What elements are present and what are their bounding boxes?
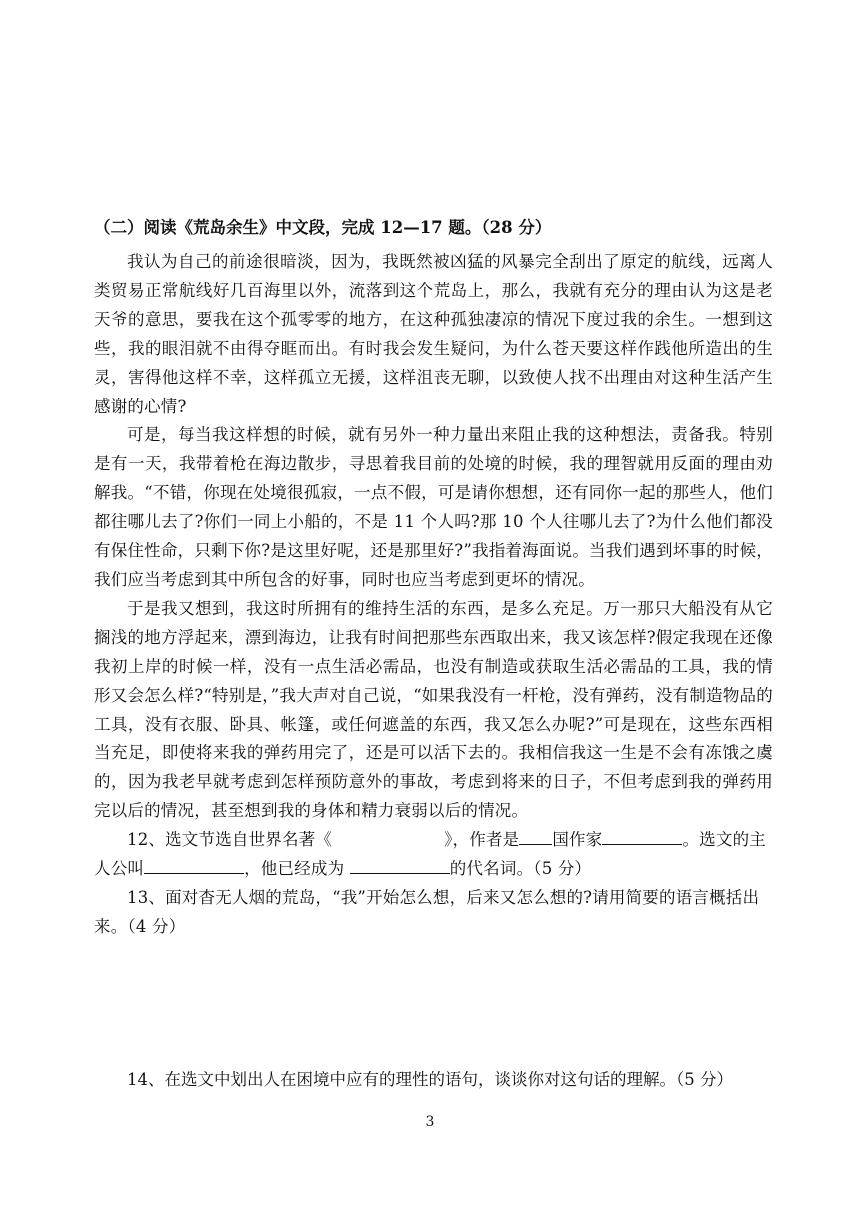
page-number: 3 [425, 1114, 435, 1130]
section-heading: （二）阅读《荒岛余生》中文段，完成 12—17 题。（28 分） [94, 218, 552, 237]
question-12 [94, 826, 773, 884]
author-country-blank[interactable] [519, 828, 552, 846]
author-name-blank[interactable] [602, 828, 682, 846]
q12-text-5: ，他已经成为 [244, 859, 350, 879]
question-13: 13、面对杳无人烟的荒岛，“我”开始怎么想，后来又怎么想的?请用简要的语言概括出来。（4 分） [94, 887, 760, 936]
passage-body [94, 248, 773, 942]
q12-text-4: 。选文的主人公叫 [94, 830, 766, 879]
q12-text-2: 》，作者是 [444, 830, 520, 850]
question-14: 14、在选文中划出人在困境中应有的理性的语句，谈谈你对这句话的理解。（5 分） [127, 1070, 733, 1089]
passage-paragraph-3: 于是我又想到，我这时所拥有的维持生活的东西，是多么充足。万一那只大船没有从它搁浅的地方浮起来，漂到海边，让我有时间把那些东西取出来，我又该怎样?假定我现在还像我初上岸的时候一样，没有一点生活必需品，也没有制造或获取生活必需品的工具，我的情形又会怎么样?“特别是，”我大声对自己说，“如果我没有一杆枪，没有弹药，没有制造物品的工具，没有衣服、卧具、帐篷，或任何遮盖的东西，我又怎么办呢?”可是现在，这些东西相当充足，即使将来我的弹药用完了，还是可以活下去的。我相信我这一生是不会有冻饿之虞的，因为我老早就考虑到怎样预防意外的事故，考虑到将来的日子，不但考虑到我的弹药用完以后的情况，甚至想到我的身体和精力衰弱以后的情况。 [94, 598, 773, 821]
q12-text-6: 的代名词。（5 分） [449, 859, 592, 879]
q12-text-1: 12、选文节选自世界名著《 [127, 830, 333, 850]
symbol-blank[interactable] [350, 857, 450, 875]
q12-text-3: 国作家 [552, 830, 603, 850]
protagonist-blank[interactable] [144, 857, 244, 875]
passage-paragraph-1: 我认为自己的前途很暗淡，因为，我既然被凶猛的风暴完全刮出了原定的航线，远离人类贸易正常航线好几百海里以外，流落到这个荒岛上，那么，我就有充分的理由认为这是老天爷的意思，要我在这个孤零零的地方，在这种孤独凄凉的情况下度过我的余生。一想到这些，我的眼泪就不由得夺眶而出。有时我会发生疑问，为什么苍天要这样作践他所造出的生灵，害得他这样不幸，这样孤立无援，这样沮丧无聊，以致使人找不出理由对这种生活产生感谢的心情? [94, 252, 773, 416]
passage-paragraph-2: 可是，每当我这样想的时候，就有另外一种力量出来阻止我的这种想法，责备我。特别是有一天，我带着枪在海边散步，寻思着我目前的处境的时候，我的理智就用反面的理由劝解我。“不错，你现在处境很孤寂，一点不假，可是请你想想，还有同你一起的那些人，他们都往哪儿去了?你们一同上小船的，不是 11 个人吗?那 10 个人往哪儿去了?为什么他们都没有保住性命，只剩下你?是这里好呢，还是那里好?”我指着海面说。当我们遇到坏事的时候，我们应当考虑到其中所包含的好事，同时也应当考虑到更坏的情况。 [94, 425, 773, 589]
